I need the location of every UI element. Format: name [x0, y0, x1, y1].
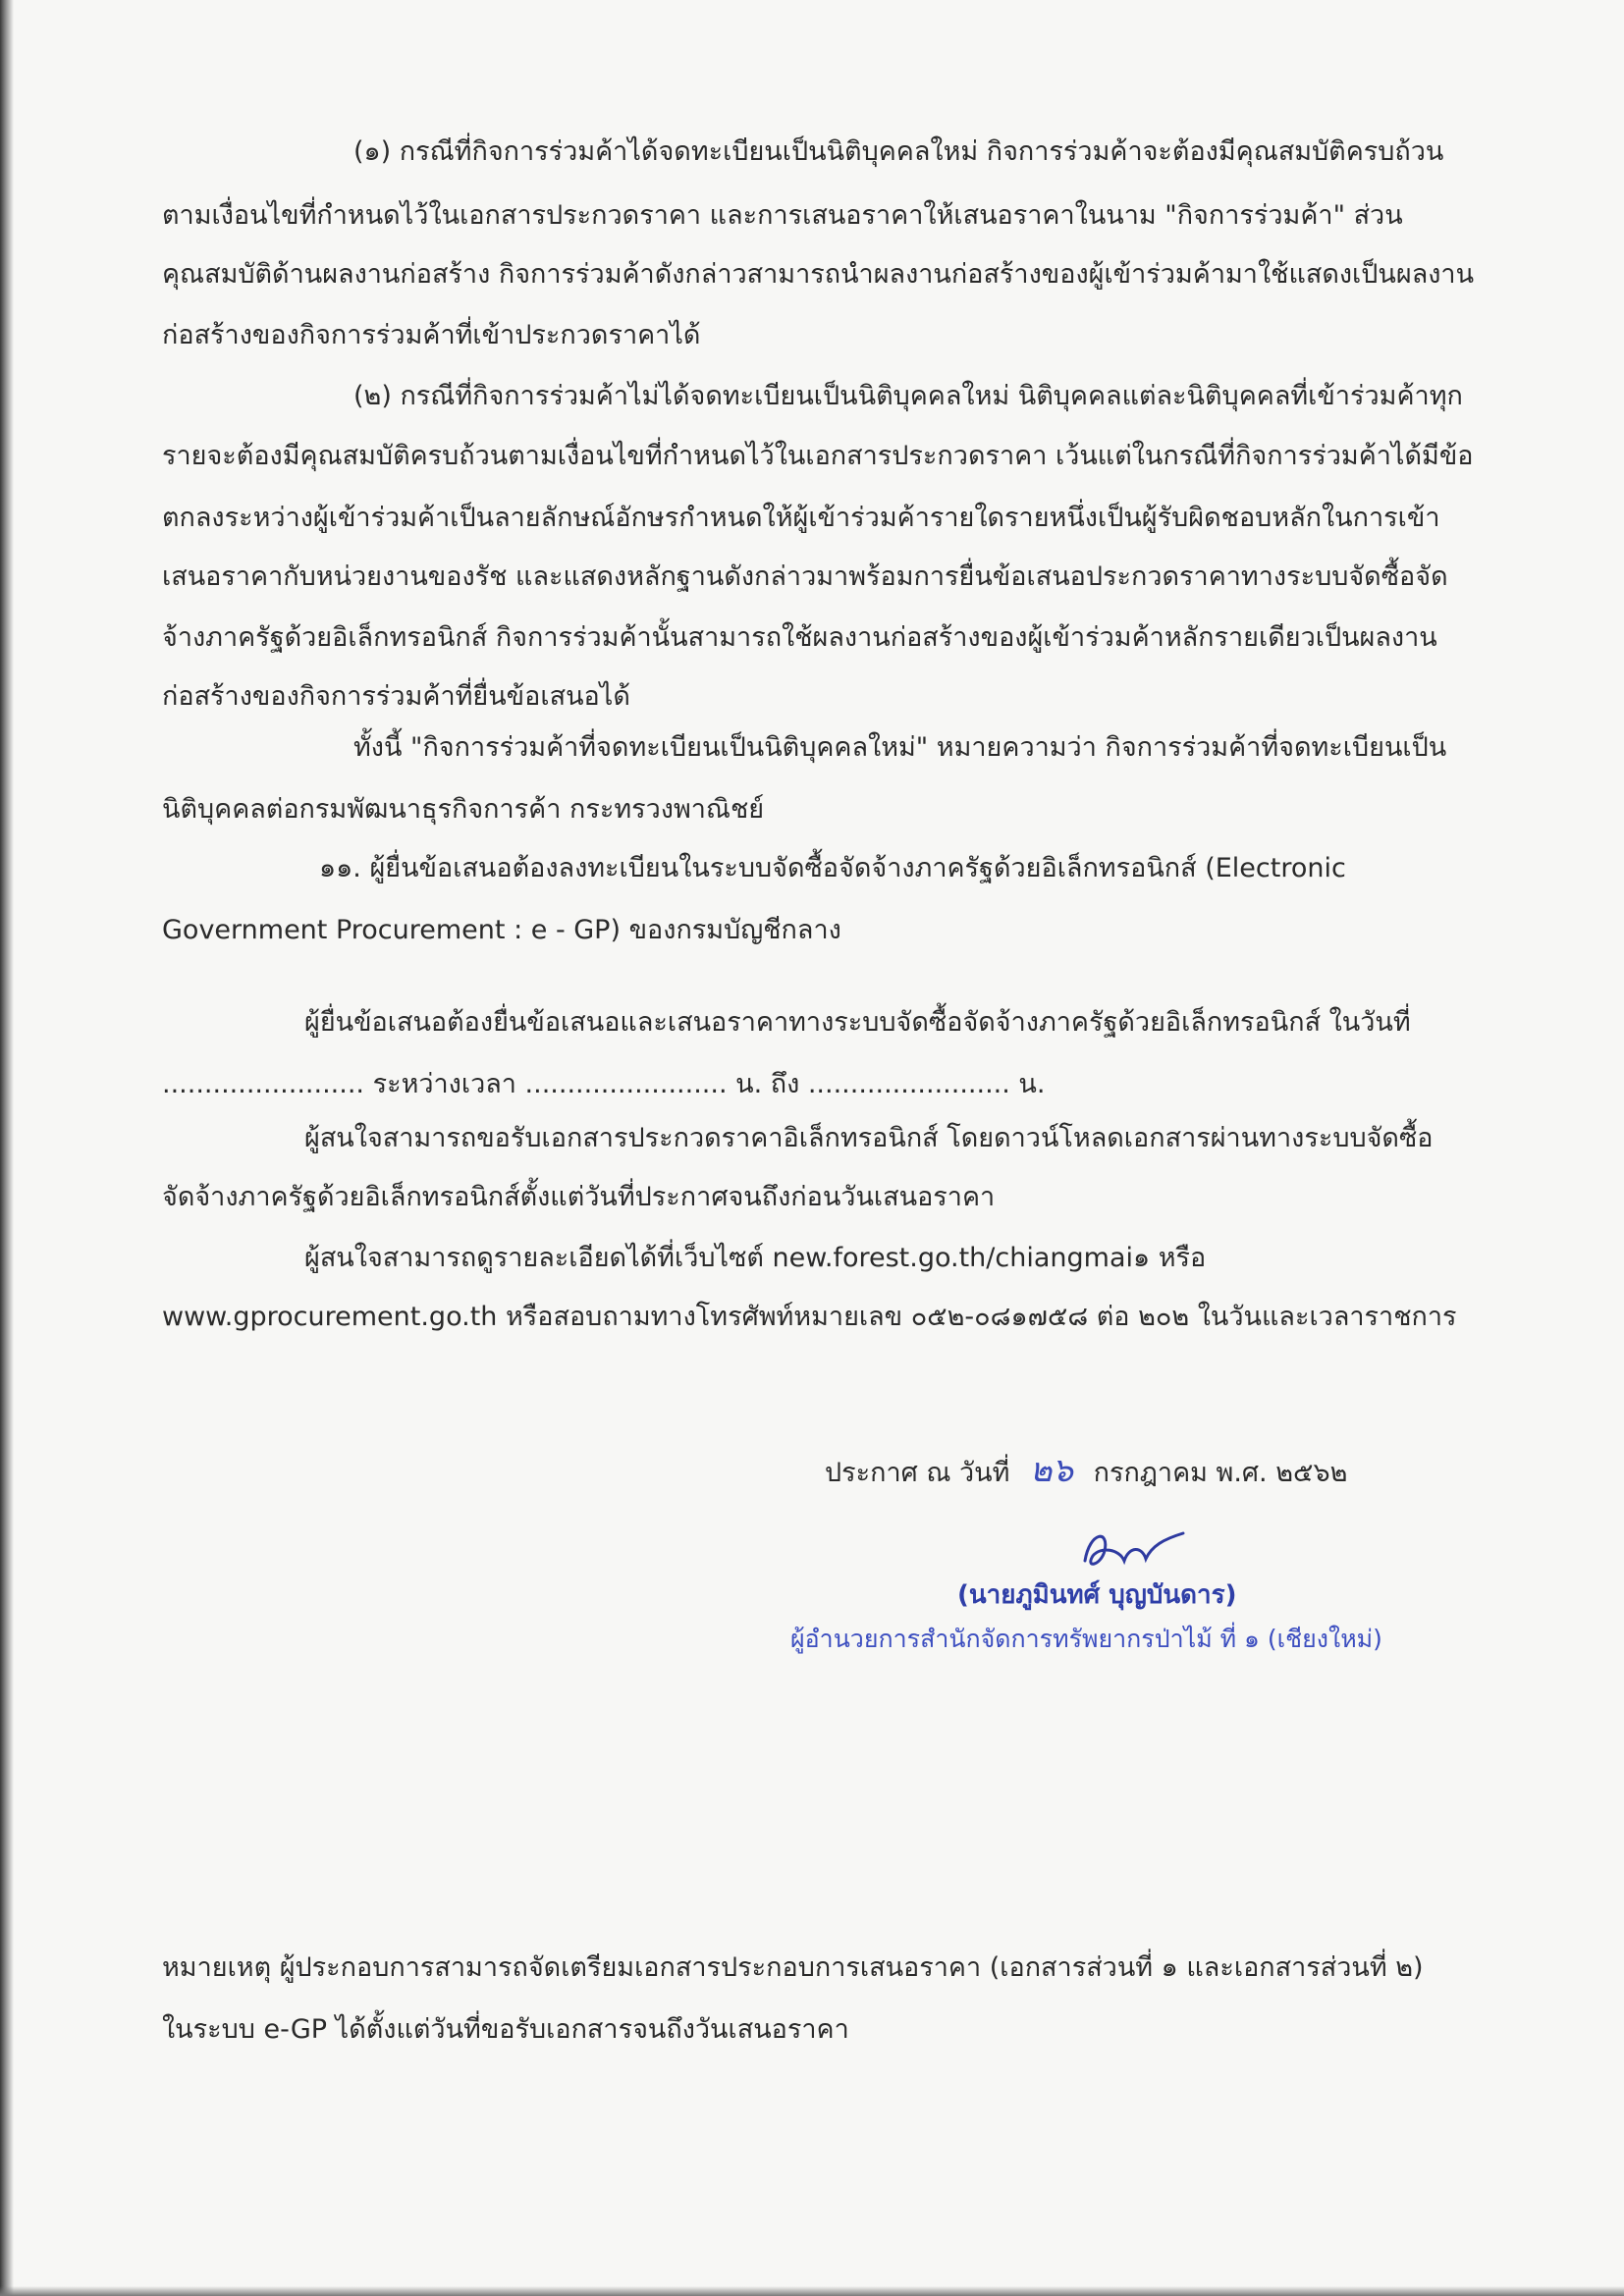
body-line: (๒) กรณีที่กิจการร่วมค้าไม่ได้จดทะเบียนเป็นนิติบุคคลใหม่ นิติบุคคลแต่ละนิติบุคคลที่เข้าร่วมค้าทุก: [353, 381, 1463, 411]
note-line: ในระบบ e-GP ได้ตั้งแต่วันที่ขอรับเอกสารจนถึงวันเสนอราคา: [162, 2014, 849, 2045]
body-line: ........................ ระหว่างเวลา ........................ น. ถึง ........................ น.: [162, 1069, 1046, 1099]
body-line: ก่อสร้างของกิจการร่วมค้าที่เข้าประกวดราคาได้: [162, 320, 701, 350]
body-line: นิติบุคคลต่อกรมพัฒนาธุรกิจการค้า กระทรวงพาณิชย์: [162, 794, 765, 825]
scan-page-edge-bottom: [0, 2286, 1624, 2296]
handwritten-signature-icon: [1065, 1522, 1193, 1580]
handwritten-day: ๒๖: [1030, 1451, 1074, 1490]
body-line: คุณสมบัติด้านผลงานก่อสร้าง กิจการร่วมค้าดังกล่าวสามารถนำผลงานก่อสร้างของผู้เข้าร่วมค้ามาใช้แสดงเป็นผลงาน: [162, 259, 1475, 290]
body-line: ๑๑. ผู้ยื่นข้อเสนอต้องลงทะเบียนในระบบจัดซื้อจัดจ้างภาครัฐด้วยอิเล็กทรอนิกส์ (Electronic: [319, 853, 1346, 883]
body-line: เสนอราคากับหน่วยงานของรัช และแสดงหลักฐานดังกล่าวมาพร้อมการยื่นข้อเสนอประกวดราคาทางระบบจัดซื้อจัด: [162, 561, 1448, 592]
body-line: ผู้สนใจสามารถขอรับเอกสารประกวดราคาอิเล็กทรอนิกส์ โดยดาวน์โหลดเอกสารผ่านทางระบบจัดซื้อ: [304, 1123, 1434, 1153]
signer-title: ผู้อำนวยการสำนักจัดการทรัพยากรป่าไม้ ที่ ๑ (เชียงใหม่): [790, 1625, 1382, 1653]
announcement-suffix: กรกฎาคม พ.ศ. ๒๕๖๒: [1093, 1458, 1348, 1488]
scan-page-edge-left: [0, 0, 14, 2296]
body-line: ก่อสร้างของกิจการร่วมค้าที่ยื่นข้อเสนอได้: [162, 681, 630, 712]
body-line: ตกลงระหว่างผู้เข้าร่วมค้าเป็นลายลักษณ์อักษรกำหนดให้ผู้เข้าร่วมค้ารายใดรายหนึ่งเป็นผู้รับผิดชอบหลักในการเข้า: [162, 503, 1440, 533]
signature-block: [776, 1522, 1463, 1669]
body-line: ผู้ยื่นข้อเสนอต้องยื่นข้อเสนอและเสนอราคาทางระบบจัดซื้อจัดจ้างภาครัฐด้วยอิเล็กทรอนิกส์ ในวันที่: [304, 1007, 1411, 1038]
body-line: ทั้งนี้ "กิจการร่วมค้าที่จดทะเบียนเป็นนิติบุคคลใหม่" หมายความว่า กิจการร่วมค้าที่จดทะเบียนเป็น: [353, 732, 1447, 763]
note-line: หมายเหตุ ผู้ประกอบการสามารถจัดเตรียมเอกสารประกอบการเสนอราคา (เอกสารส่วนที่ ๑ และเอกสารส่วนที่ ๒): [162, 1952, 1424, 1983]
body-line: ตามเงื่อนไขที่กำหนดไว้ในเอกสารประกวดราคา และการเสนอราคาให้เสนอราคาในนาม "กิจการร่วมค้า" ส่วน: [162, 200, 1403, 231]
body-line: www.gprocurement.go.th หรือสอบถามทางโทรศัพท์หมายเลข ๐๕๒-๐๘๑๗๕๘ ต่อ ๒๐๒ ในวันและเวลาราชการ: [162, 1302, 1457, 1332]
body-line: จ้างภาครัฐด้วยอิเล็กทรอนิกส์ กิจการร่วมค้านั้นสามารถใช้ผลงานก่อสร้างของผู้เข้าร่วมค้าหลักรายเดียวเป็นผลงาน: [162, 622, 1437, 653]
body-line: ผู้สนใจสามารถดูรายละเอียดได้ที่เว็บไซต์ new.forest.go.th/chiangmai๑ หรือ: [304, 1243, 1207, 1273]
body-line: Government Procurement : e - GP) ของกรมบัญชีกลาง: [162, 915, 841, 945]
body-line: รายจะต้องมีคุณสมบัติครบถ้วนตามเงื่อนไขที่กำหนดไว้ในเอกสารประกวดราคา เว้นแต่ในกรณีที่กิจการร่วมค้าได้มีข้อ: [162, 441, 1474, 471]
announcement-prefix: ประกาศ ณ วันที่: [825, 1458, 1010, 1488]
announcement-date: [825, 1451, 1347, 1493]
signer-name: (นายภูมินทศ์ บุญบันดาร): [957, 1580, 1237, 1610]
body-line: จัดจ้างภาครัฐด้วยอิเล็กทรอนิกส์ตั้งแต่วันที่ประกาศจนถึงก่อนวันเสนอราคา: [162, 1182, 996, 1212]
body-line: (๑) กรณีที่กิจการร่วมค้าได้จดทะเบียนเป็นนิติบุคคลใหม่ กิจการร่วมค้าจะต้องมีคุณสมบัติครบถ้วน: [353, 136, 1444, 167]
